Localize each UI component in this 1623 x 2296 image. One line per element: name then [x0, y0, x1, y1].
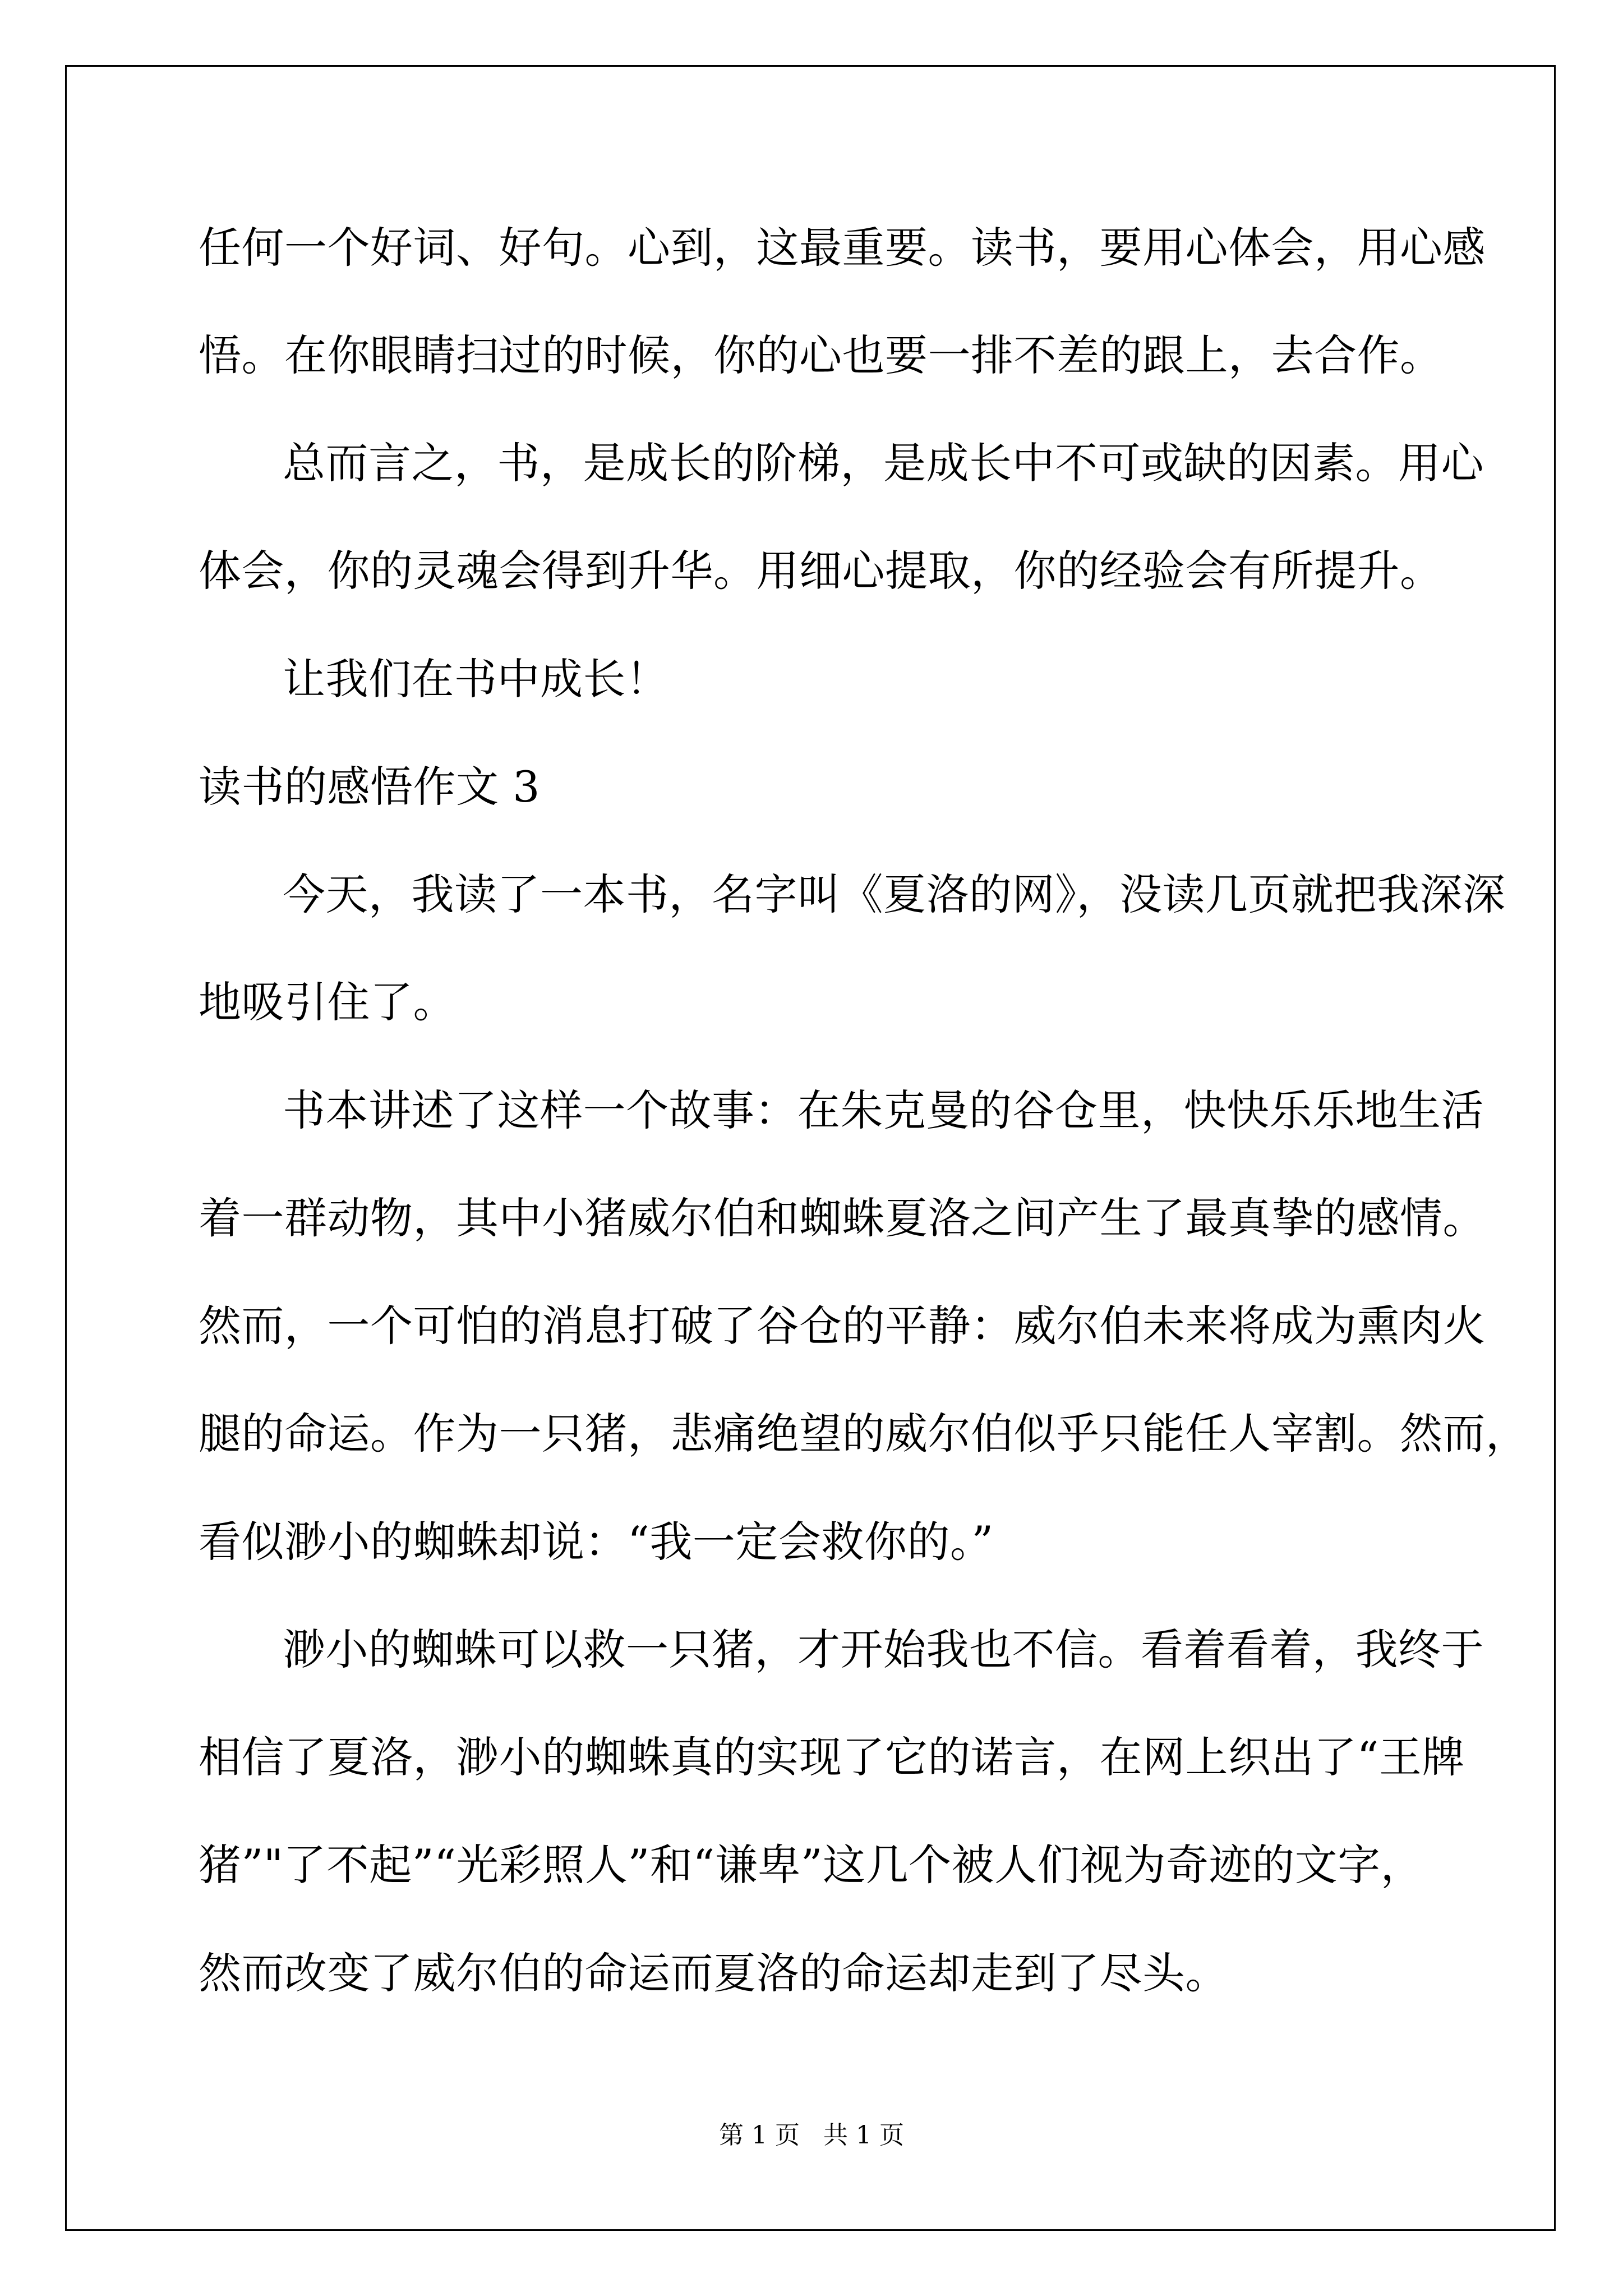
paragraph-line: 体会，你的灵魂会得到升华。用细心提取，你的经验会有所提升。	[199, 546, 1443, 596]
paragraph-line: 今天，我读了一本书，名字叫《夏洛的网》，没读几页就把我深深	[283, 869, 1506, 919]
paragraph-line: 总而言之，书，是成长的阶梯，是成长中不可或缺的因素。用心	[283, 438, 1484, 488]
paragraph-line: 然而改变了威尔伯的命运而夏洛的命运却走到了尽头。	[199, 1948, 1228, 1998]
paragraph-line: 任何一个好词、好句。心到，这最重要。读书，要用心体会，用心感	[199, 223, 1486, 273]
paragraph-line: 腿的命运。作为一只猪，悲痛绝望的威尔伯似乎只能任人宰割。然而，	[199, 1409, 1529, 1458]
paragraph-line: 然而，一个可怕的消息打破了谷仓的平静：威尔伯未来将成为熏肉火	[199, 1301, 1486, 1351]
paragraph-line: 地吸引住了。	[199, 977, 456, 1027]
paragraph-line: 渺小的蜘蛛可以救一只猪，才开始我也不信。看着看着，我终于	[283, 1625, 1484, 1674]
paragraph-line: 看似渺小的蜘蛛却说：“我一定会救你的。”	[199, 1517, 994, 1567]
paragraph-line: 悟。在你眼睛扫过的时候，你的心也要一排不差的跟上，去合作。	[199, 330, 1443, 380]
paragraph-line: 猪”"了不起”“光彩照人”和“谦卑”这几个被人们视为奇迹的文字，	[199, 1840, 1424, 1890]
section-heading: 读书的感悟作文 3	[199, 762, 541, 812]
page-border	[65, 65, 1556, 2231]
paragraph-line: 着一群动物，其中小猪威尔伯和蜘蛛夏洛之间产生了最真挚的感情。	[199, 1193, 1486, 1243]
paragraph-line: 相信了夏洛，渺小的蜘蛛真的实现了它的诺言，在网上织出了“王牌	[199, 1732, 1465, 1782]
paragraph-line: 让我们在书中成长！	[283, 654, 669, 704]
page-footer: 第 1 页 共 1 页	[719, 2121, 904, 2150]
paragraph-line: 书本讲述了这样一个故事：在朱克曼的谷仓里，快快乐乐地生活	[283, 1085, 1484, 1135]
